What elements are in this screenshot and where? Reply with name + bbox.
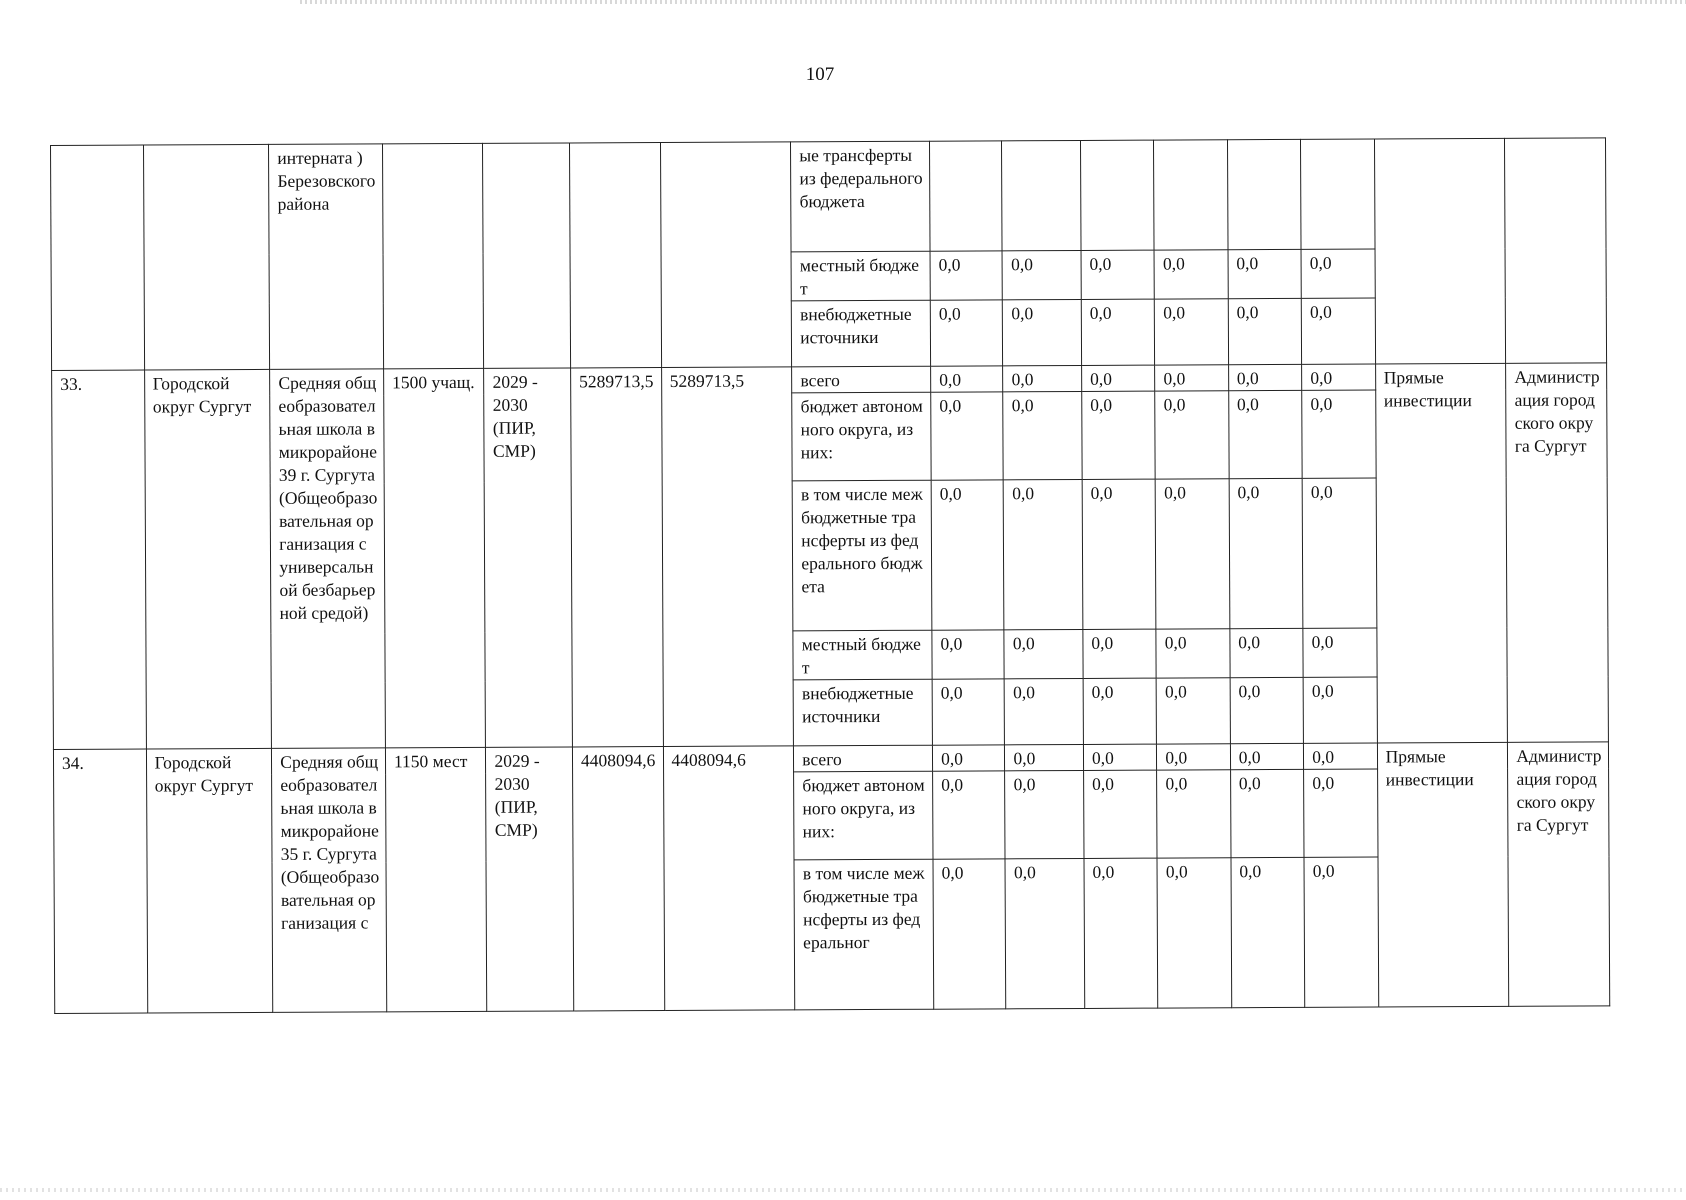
index-cell [51, 145, 145, 370]
value-cell: 0,0 [1003, 391, 1082, 479]
value-cell: 0,0 [930, 251, 1003, 300]
estimated-cost-cell [569, 143, 661, 368]
scan-edge-top [300, 0, 1686, 4]
value-cell [1154, 140, 1228, 250]
capacity-cell: 1150 мест [385, 747, 487, 1011]
value-cell: 0,0 [1005, 678, 1084, 744]
responsible-cell: Администрация городского округа Сургут [1506, 363, 1609, 742]
value-cell: 0,0 [1083, 629, 1157, 678]
object-cell: интерната ) Березовского района [269, 144, 384, 370]
value-cell: 0,0 [1302, 478, 1376, 628]
value-cell: 0,0 [1156, 678, 1230, 744]
value-cell: 0,0 [1003, 365, 1082, 391]
object-cell: Средняя общеобразовательная школа в микрорайоне 35 г. Сургута (Общеобразовательная организация с [272, 748, 387, 1013]
source-label-cell: внебюджетные источники [793, 679, 932, 746]
value-cell: 0,0 [1229, 478, 1303, 628]
value-cell: 0,0 [1157, 770, 1231, 858]
value-cell: 0,0 [1155, 299, 1229, 365]
value-cell: 0,0 [930, 300, 1003, 366]
period-cell [483, 143, 571, 368]
remaining-cost-cell: 4408094,6 [663, 746, 795, 1011]
value-cell [1301, 139, 1375, 249]
value-cell: 0,0 [1304, 769, 1378, 857]
period-cell: 2029 - 2030 (ПИР, СМР) [486, 747, 574, 1011]
value-cell: 0,0 [1303, 677, 1377, 743]
mechanism-cell: Прямые инвестиции [1375, 363, 1508, 743]
value-cell: 0,0 [1301, 249, 1375, 298]
value-cell: 0,0 [1155, 391, 1229, 479]
estimated-cost-cell: 5289713,5 [571, 368, 663, 747]
value-cell: 0,0 [933, 859, 1006, 1009]
index-cell: 34. [53, 749, 147, 1013]
value-cell: 0,0 [931, 480, 1004, 630]
value-cell: 0,0 [1228, 364, 1302, 390]
value-cell: 0,0 [931, 366, 1004, 392]
value-cell: 0,0 [1156, 629, 1230, 678]
value-cell: 0,0 [1004, 629, 1083, 678]
source-label-cell: ые трансферты из федерального бюджета [791, 141, 930, 252]
period-cell: 2029 - 2030 (ПИР, СМР) [484, 368, 572, 747]
value-cell: 0,0 [1157, 858, 1231, 1008]
value-cell: 0,0 [932, 630, 1005, 679]
municipality-cell: Городской округ Сургут [144, 369, 272, 749]
value-cell: 0,0 [1304, 743, 1378, 769]
value-cell: 0,0 [1081, 250, 1155, 299]
value-cell: 0,0 [1003, 299, 1082, 365]
continuation-row [51, 138, 1607, 256]
value-cell: 0,0 [1302, 364, 1376, 390]
value-cell: 0,0 [1230, 628, 1304, 677]
municipality-cell: Городской округ Сургут [146, 748, 273, 1013]
table-body [51, 138, 1610, 1014]
source-label-cell: в том числе межбюджетные трансферты из федеральног [794, 859, 934, 1010]
value-cell: 0,0 [1230, 677, 1304, 743]
value-cell: 0,0 [1082, 391, 1156, 479]
value-cell: 0,0 [1303, 628, 1377, 677]
source-label-cell: всего [792, 366, 931, 393]
value-cell: 0,0 [1228, 390, 1302, 478]
value-cell: 0,0 [1082, 479, 1156, 629]
value-cell: 0,0 [1301, 298, 1375, 364]
value-cell: 0,0 [1005, 858, 1084, 1008]
remaining-cost-cell [660, 142, 792, 368]
value-cell [930, 141, 1003, 251]
value-cell: 0,0 [1081, 299, 1155, 365]
value-cell: 0,0 [932, 745, 1005, 771]
capacity-cell: 1500 учащ. [384, 368, 486, 747]
value-cell: 0,0 [1302, 390, 1376, 478]
value-cell: 0,0 [1155, 479, 1229, 629]
value-cell: 0,0 [1155, 365, 1229, 391]
value-cell: 0,0 [1083, 770, 1157, 858]
value-cell: 0,0 [1157, 744, 1231, 770]
value-cell: 0,0 [1304, 857, 1378, 1007]
source-label-cell: внебюджетные источники [792, 300, 931, 367]
page-number: 107 [805, 64, 835, 85]
object-cell: Средняя общеобразовательная школа в микрорайоне 39 г. Сургута (Общеобразовательная организация с универсальной безбарьерной средой) [270, 369, 386, 749]
investment-table [50, 137, 1610, 1014]
value-cell: 0,0 [1004, 479, 1083, 629]
value-cell: 0,0 [1231, 857, 1305, 1007]
source-label-cell: местный бюджет [791, 251, 930, 301]
responsible-cell [1505, 138, 1607, 363]
value-cell: 0,0 [1083, 744, 1157, 770]
value-cell: 0,0 [932, 679, 1005, 745]
value-cell: 0,0 [1230, 769, 1304, 857]
municipality-cell [143, 144, 270, 370]
index-cell: 33. [52, 370, 146, 749]
source-label-cell: бюджет автономного округа, из них: [792, 392, 931, 481]
value-cell: 0,0 [1230, 743, 1304, 769]
remaining-cost-cell: 5289713,5 [661, 367, 794, 747]
value-cell: 0,0 [1228, 298, 1302, 364]
source-label-cell: местный бюджет [793, 630, 932, 680]
source-label-cell: в том числе межбюджетные трансферты из федерального бюджета [792, 480, 932, 631]
value-cell: 0,0 [1154, 250, 1228, 299]
value-cell: 0,0 [933, 771, 1006, 859]
responsible-cell: Администрация городского округа Сургут [1508, 742, 1610, 1006]
value-cell: 0,0 [1084, 858, 1158, 1008]
value-cell: 0,0 [1005, 744, 1084, 770]
value-cell: 0,0 [1083, 678, 1157, 744]
value-cell: 0,0 [1228, 249, 1302, 298]
value-cell: 0,0 [1002, 250, 1081, 299]
value-cell: 0,0 [931, 392, 1004, 480]
source-label-cell: всего [794, 745, 933, 772]
capacity-cell [382, 143, 484, 368]
value-cell: 0,0 [1081, 365, 1155, 391]
value-cell [1227, 139, 1301, 249]
value-cell [1080, 140, 1154, 250]
source-label-cell: бюджет автономного округа, из них: [794, 771, 933, 860]
estimated-cost-cell: 4408094,6 [572, 747, 664, 1011]
mechanism-cell [1374, 138, 1506, 364]
value-cell: 0,0 [1005, 770, 1084, 858]
mechanism-cell: Прямые инвестиции [1377, 742, 1509, 1007]
scan-edge-bottom [0, 1188, 1686, 1192]
value-cell [1002, 140, 1081, 250]
